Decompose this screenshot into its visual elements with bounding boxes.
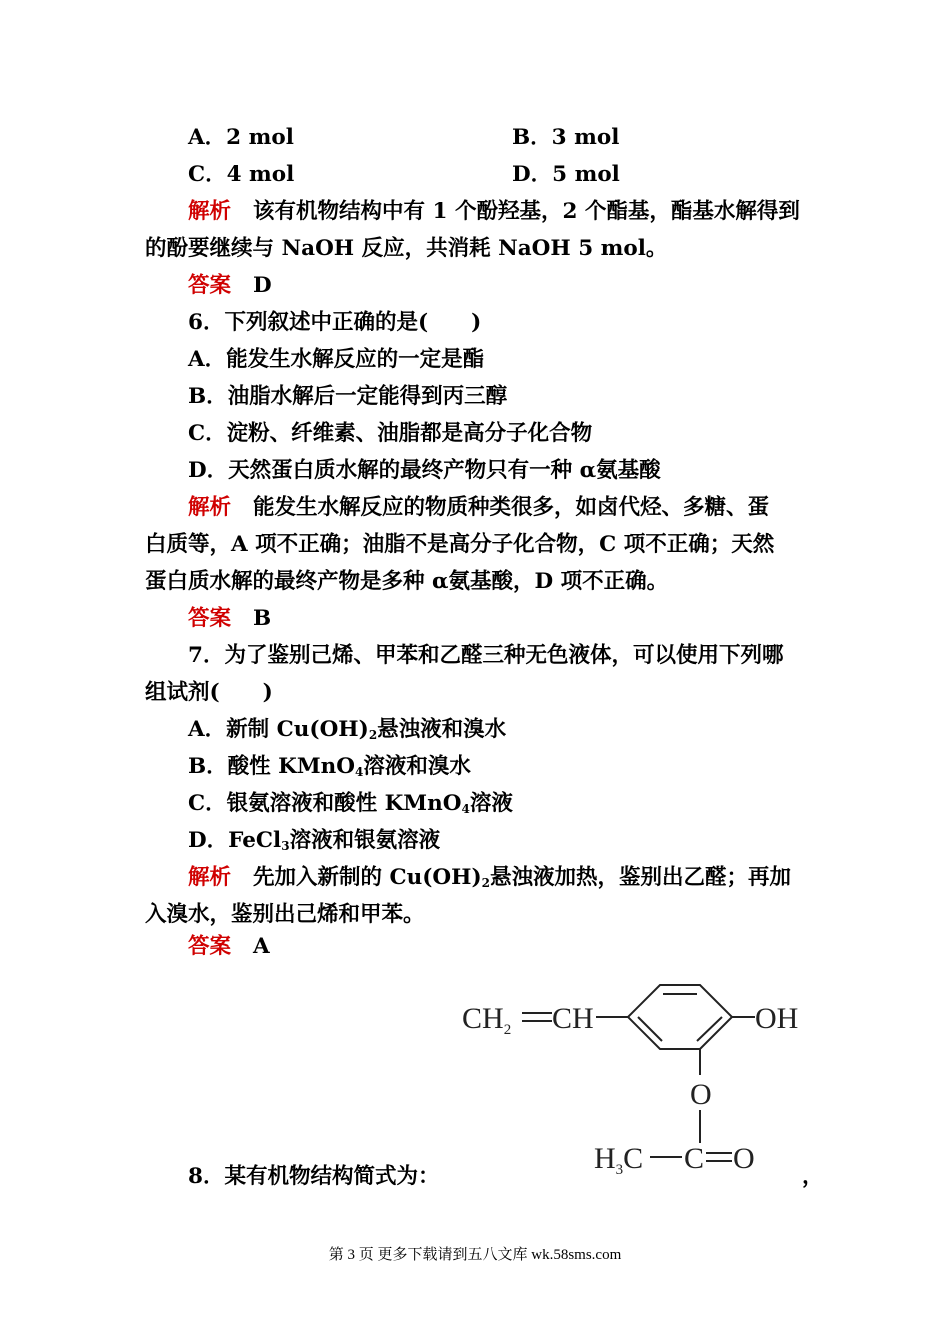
q7-analysis-sub: 2 <box>481 876 490 890</box>
q5-answer: D <box>253 273 272 298</box>
q7-option-c-text-2: 溶液 <box>469 791 513 816</box>
q5-analysis-line-2: 的酚要继续与 NaOH 反应，共消耗 NaOH 5 mol。 <box>145 236 668 261</box>
q5-option-b: B．3 mol <box>512 125 620 150</box>
q7-analysis-line-1 <box>188 864 791 892</box>
carbonyl-o-label: O <box>733 1142 755 1175</box>
q5-analysis-line-1 <box>188 198 800 226</box>
q7-option-a-sub: 2 <box>368 728 378 742</box>
q5-option-d: D．5 mol <box>512 162 620 187</box>
ring-inner-bond-3 <box>638 1017 662 1041</box>
q6-option-a: A．能发生水解反应的一定是酯 <box>188 347 485 372</box>
q5-analysis-text-1: 该有机物结构中有 1 个酚羟基，2 个酯基，酯基水解得到 <box>253 199 800 224</box>
q7-stem-line-2: 组试剂( ) <box>145 680 273 705</box>
q7-option-d <box>188 827 440 855</box>
ring-inner-bond-2 <box>697 1017 722 1041</box>
q7-option-a-text-2: 悬浊液和溴水 <box>377 717 507 742</box>
oh-label: OH <box>755 1002 799 1035</box>
q7-option-b <box>188 753 471 781</box>
q7-analysis-text-1: 先加入新制的 Cu(OH) <box>253 865 482 890</box>
q6-option-d: D．天然蛋白质水解的最终产物只有一种 α氨基酸 <box>188 458 661 483</box>
q6-option-c: C．淀粉、纤维素、油脂都是高分子化合物 <box>188 421 593 446</box>
q7-answer-tag: 答案 <box>188 934 232 959</box>
q7-option-b-text: B．酸性 KMnO <box>188 754 356 779</box>
q6-analysis-tag: 解析 <box>188 495 232 520</box>
q7-option-d-sub: 3 <box>281 839 290 853</box>
q7-option-a <box>188 716 506 744</box>
q7-analysis-line-2: 入溴水，鉴别出己烯和甲苯。 <box>145 902 425 927</box>
q7-option-b-sub: 4 <box>355 765 364 779</box>
vinyl-ch2-label: $CH_2$ <box>462 1002 512 1038</box>
q7-stem-line-1: 7．为了鉴别己烯、甲苯和乙醛三种无色液体，可以使用下列哪 <box>188 643 784 668</box>
q7-answer-line <box>188 933 270 961</box>
q6-analysis-text-1: 能发生水解反应的物质种类很多，如卤代烃、多糖、蛋 <box>253 495 770 520</box>
q7-option-d-text: D．FeCl <box>188 828 282 853</box>
structural-formula <box>440 975 820 1190</box>
q6-stem: 6．下列叙述中正确的是( ) <box>188 310 482 335</box>
q6-answer-tag: 答案 <box>188 606 232 631</box>
q6-analysis-line-3: 蛋白质水解的最终产物是多种 α氨基酸，D 项不正确。 <box>145 569 669 594</box>
methyl-label: $H_3C$ <box>594 1142 644 1178</box>
q5-option-c: C．4 mol <box>188 162 295 187</box>
q7-answer: A <box>253 934 270 959</box>
carbonyl-c-label: C <box>684 1142 705 1175</box>
q8-stem: 8．某有机物结构简式为： <box>188 1164 440 1189</box>
page-footer: 第 3 页 更多下载请到五八文库 wk.58sms.com <box>328 1247 622 1263</box>
q5-answer-line <box>188 272 272 300</box>
q6-analysis-line-1 <box>188 494 769 522</box>
vinyl-ch-label: CH <box>552 1002 594 1035</box>
q5-answer-tag: 答案 <box>188 273 232 298</box>
q5-option-a: A．2 mol <box>188 125 294 150</box>
q6-answer: B <box>253 606 272 631</box>
q7-option-c <box>188 790 513 818</box>
q7-analysis-text-1b: 悬浊液加热，鉴别出乙醛；再加 <box>490 865 792 890</box>
q7-analysis-tag: 解析 <box>188 865 232 890</box>
q7-option-a-text: A．新制 Cu(OH) <box>188 717 369 742</box>
q6-analysis-line-2: 白质等，A 项不正确；油脂不是高分子化合物，C 项不正确；天然 <box>145 532 775 557</box>
q8-trailing-comma: ， <box>802 1164 824 1189</box>
q6-answer-line <box>188 605 271 633</box>
q7-option-c-text: C．银氨溶液和酸性 KMnO <box>188 791 462 816</box>
q7-option-d-text-2: 溶液和银氨溶液 <box>289 828 441 853</box>
q7-option-b-text-2: 溶液和溴水 <box>363 754 471 779</box>
ester-o-label: O <box>690 1078 712 1111</box>
q5-analysis-tag: 解析 <box>188 199 232 224</box>
q7-option-c-sub: 4 <box>461 802 470 816</box>
q6-option-b: B．油脂水解后一定能得到丙三醇 <box>188 384 508 409</box>
